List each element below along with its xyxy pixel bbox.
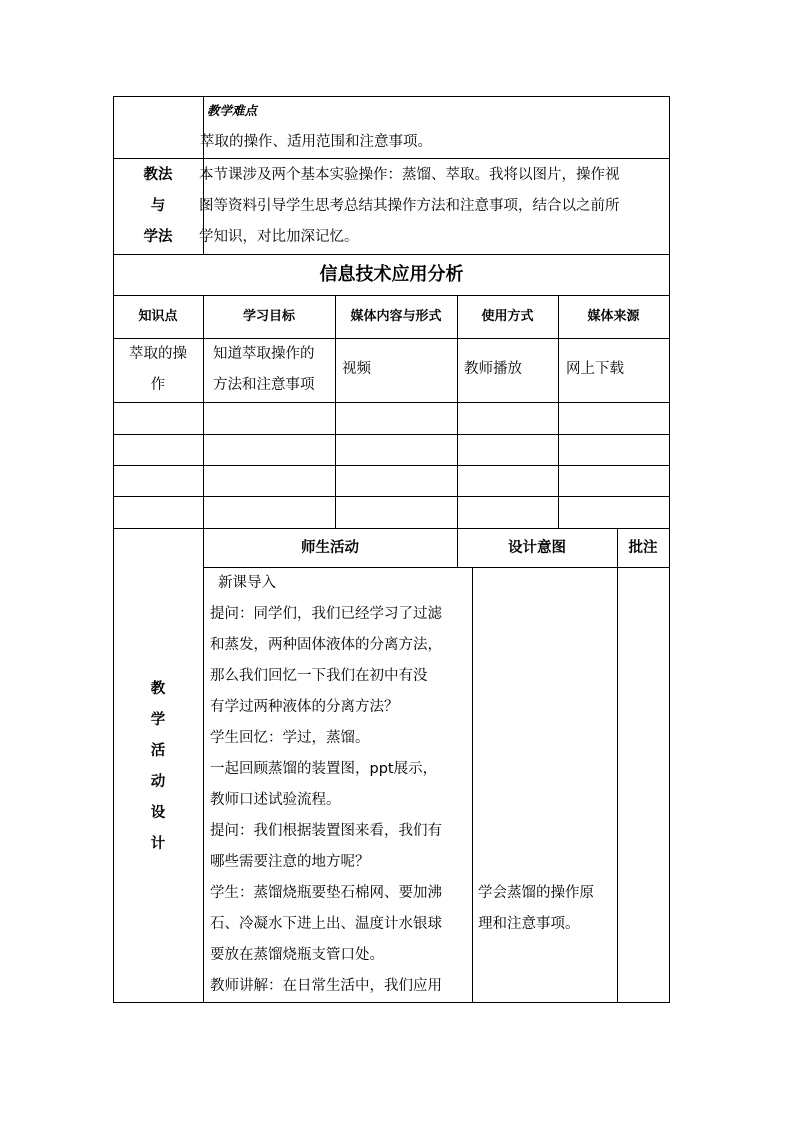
activity-line: 提问：同学们，我们已经学习了过滤 (210, 606, 442, 622)
border-top (113, 96, 670, 97)
cell-goal-line: 知道萃取操作的 (213, 346, 315, 362)
activity-line: 哪些需要注意的地方呢？ (210, 854, 370, 870)
divider (113, 402, 670, 403)
header-goal: 学习目标 (242, 309, 295, 324)
divider (335, 295, 336, 529)
difficulty-heading: 教学难点 (207, 103, 258, 118)
border-bottom (113, 1002, 670, 1003)
method-text-line: 图等资料引导学生思考总结其操作方法和注意事项，结合以之前所 (199, 198, 620, 214)
activity-label-char: 活 (150, 743, 166, 759)
header-usage: 使用方式 (481, 309, 534, 324)
header-intent: 设计意图 (508, 540, 566, 556)
intent-line: 学会蒸馏的操作原 (478, 885, 594, 901)
activity-line: 新课导入 (218, 575, 276, 591)
method-text-line: 学知识，对比加深记忆。 (199, 229, 359, 245)
activity-label-char: 设 (150, 805, 166, 821)
activity-line: 有学过两种液体的分离方法？ (210, 699, 399, 715)
divider (113, 254, 670, 255)
cell-knowledge-line: 萃取的操 (129, 346, 187, 362)
activity-line: 教师口述试验流程。 (210, 792, 341, 808)
lesson-plan-table (113, 96, 670, 1003)
cell-media: 视频 (342, 361, 371, 377)
activity-line: 学生回忆：学过，蒸馏。 (210, 730, 370, 746)
activity-line: 石、冷凝水下进上出、温度计水银球 (210, 916, 442, 932)
divider (113, 465, 670, 466)
cell-source: 网上下载 (566, 361, 624, 377)
divider (457, 295, 458, 529)
header-media: 媒体内容与形式 (350, 309, 442, 324)
activity-line: 学生：蒸馏烧瓶要垫石棉网、要加沸 (210, 885, 442, 901)
divider (617, 528, 618, 1003)
border-right (669, 96, 670, 1003)
divider (113, 496, 670, 497)
divider (113, 158, 670, 159)
header-notes: 批注 (628, 540, 658, 556)
divider (113, 528, 670, 529)
divider (558, 295, 559, 529)
cell-knowledge-line: 作 (150, 377, 166, 393)
header-knowledge: 知识点 (138, 309, 178, 324)
divider (203, 295, 204, 529)
intent-line: 理和注意事项。 (478, 916, 580, 932)
activity-line: 提问：我们根据装置图来看，我们有 (210, 823, 442, 839)
difficulty-text: 萃取的操作、适用范围和注意事项。 (200, 134, 432, 150)
cell-usage: 教师播放 (464, 361, 522, 377)
activity-label-char: 计 (150, 836, 166, 852)
activity-label-char: 动 (150, 774, 166, 790)
method-text-line: 本节课涉及两个基本实验操作：蒸馏、萃取。我将以图片，操作视 (199, 167, 620, 183)
header-source: 媒体来源 (587, 309, 640, 324)
activity-label-char: 教 (150, 681, 166, 697)
divider (113, 295, 670, 296)
activity-line: 一起回顾蒸馏的装置图，ppt展示， (210, 761, 438, 777)
cell-goal-line: 方法和注意事项 (213, 377, 315, 393)
it-analysis-title: 信息技术应用分析 (319, 264, 464, 285)
divider (472, 567, 473, 1003)
activity-line: 那么我们回忆一下我们在初中有没 (210, 668, 428, 684)
method-label-2: 与 (150, 198, 166, 214)
header-activity: 师生活动 (301, 540, 359, 556)
activity-line: 和蒸发，两种固体液体的分离方法， (210, 637, 442, 653)
activity-label-char: 学 (150, 712, 166, 728)
method-label-1: 教法 (143, 167, 173, 183)
method-label-3: 学法 (143, 229, 173, 245)
divider (203, 528, 204, 1003)
activity-line: 要放在蒸馏烧瓶支管口处。 (210, 947, 384, 963)
divider (113, 434, 670, 435)
activity-line: 教师讲解：在日常生活中，我们应用 (210, 978, 442, 994)
